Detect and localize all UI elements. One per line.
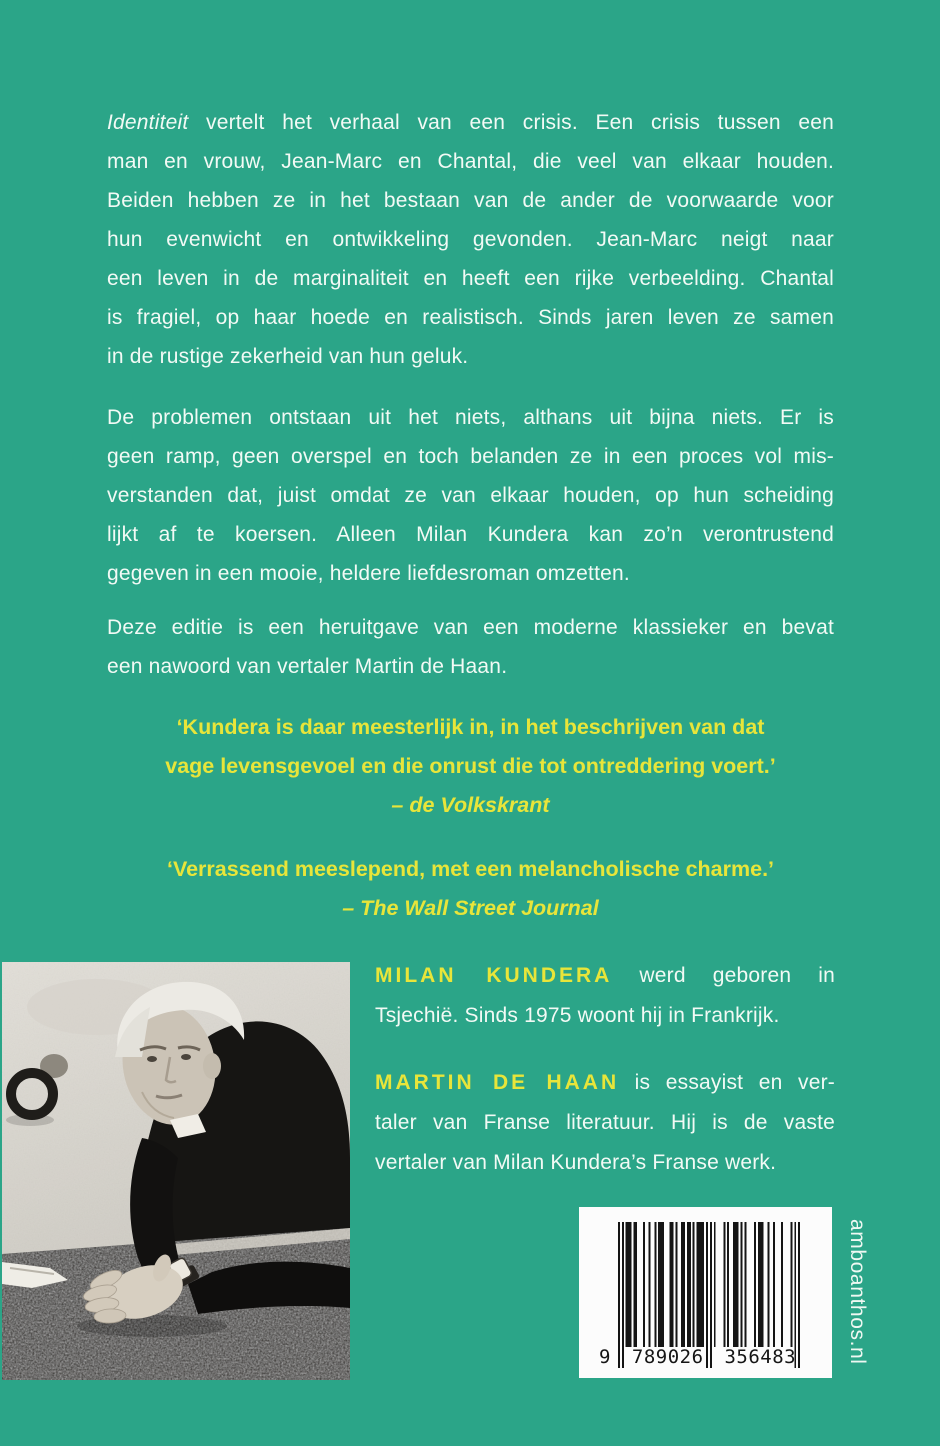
blurb-text-segment: Identiteit (107, 111, 189, 134)
blurb-line: in de rustige zekerheid van hun geluk. (107, 345, 469, 368)
barcode-bar (675, 1222, 677, 1347)
barcode-bar (649, 1222, 651, 1347)
barcode-digits: 9 789026 356483 (599, 1346, 797, 1368)
barcode-bar (758, 1222, 764, 1347)
blurb-line: verstanden dat, juist omdat ze van elkaar houden, op hun scheiding (107, 484, 834, 507)
blurb-line (107, 103, 834, 142)
barcode-bar (626, 1222, 632, 1347)
blurb-paragraph (107, 398, 834, 593)
barcode-bar (744, 1222, 746, 1347)
blurb-line: Deze editie is een heruitgave van een moderne klassieker en bevat (107, 616, 834, 639)
author-name: MILAN KUNDERA (375, 964, 613, 987)
quote-line: vage levensgevoel en die onrust die tot ontreddering voert.’ (165, 754, 776, 778)
blurb-text-segment: vertelt het verhaal van een crisis. Een crisis tussen een (188, 111, 834, 134)
quotes (107, 708, 834, 928)
quote-attribution: – The Wall Street Journal (342, 896, 599, 920)
bio-line: Tsjechië. Sinds 1975 woont hij in Frankrijk. (375, 1004, 780, 1027)
barcode-bar (781, 1222, 783, 1347)
barcode-bar (643, 1222, 645, 1347)
blurb (107, 103, 834, 686)
blurb-paragraph (107, 608, 834, 686)
barcode-bar (654, 1222, 656, 1347)
bio-line: taler van Franse literatuur. Hij is de vaste (375, 1111, 835, 1134)
bio-line: MARTIN DE HAAN is essayist en ver- (375, 1071, 835, 1094)
quote-attribution: – de Volkskrant (391, 793, 550, 817)
barcode-bar (727, 1222, 729, 1347)
barcode-bar (681, 1222, 685, 1347)
barcode-bar (733, 1222, 739, 1347)
blurb-line: gegeven in een mooie, heldere liefdesroman omzetten. (107, 562, 630, 585)
quote-line: ‘Kundera is daar meesterlijk in, in het beschrijven van dat (176, 715, 765, 739)
quote-line: ‘Verrassend meeslepend, met een melancholische charme.’ (166, 857, 775, 881)
barcode-bar (670, 1222, 674, 1347)
bio-line: MILAN KUNDERA werd geboren in (375, 964, 836, 987)
blurb-line: De problemen ontstaan uit het niets, althans uit bijna niets. Er is (107, 406, 834, 429)
author-name: MARTIN DE HAAN (375, 1071, 620, 1094)
barcode-bar (633, 1222, 637, 1347)
barcode-bar (693, 1222, 695, 1347)
bio-line: vertaler van Milan Kundera’s Franse werk. (375, 1151, 777, 1174)
blurb-line: is fragiel, op haar hoede en realistisch. Sinds jaren leven ze samen (107, 306, 834, 329)
blurb-line: een leven in de marginaliteit en heeft een rijke verbeelding. Chantal (107, 267, 834, 290)
blurb-line: Beiden hebben ze in het bestaan van de ander de voorwaarde voor (107, 189, 834, 212)
barcode-bar (773, 1222, 775, 1347)
press-quote (107, 708, 834, 825)
press-quote (107, 850, 834, 928)
blurb-line: lijkt af te koersen. Alleen Milan Kundera kan zo’n verontrustend (107, 523, 834, 546)
author-bios (375, 956, 835, 1210)
blurb-line: geen ramp, geen overspel en toch belanden ze in een proces vol mis- (107, 445, 834, 468)
author-photo (2, 962, 350, 1380)
barcode-bar (754, 1222, 756, 1347)
blurb-line: een nawoord van vertaler Martin de Haan. (107, 655, 508, 678)
publisher-url: amboanthos.nl (846, 1219, 869, 1365)
author-bio (375, 1063, 835, 1183)
blurb-line: hun evenwicht en ontwikkeling gevonden. Jean-Marc neigt naar (107, 228, 834, 251)
barcode-bar (767, 1222, 769, 1347)
barcode-bar (790, 1222, 792, 1347)
barcode-bar (741, 1222, 743, 1347)
barcode-bar (723, 1222, 725, 1347)
barcode-bar (687, 1222, 691, 1347)
barcode (579, 1207, 832, 1378)
barcode-bar (798, 1222, 800, 1368)
blurb-paragraph (107, 103, 834, 376)
blurb-line: man en vrouw, Jean-Marc en Chantal, die veel van elkaar houden. (107, 150, 834, 173)
author-bio (375, 956, 835, 1036)
barcode-bar (697, 1222, 705, 1347)
barcode-bar (714, 1222, 716, 1347)
barcode-bar (658, 1222, 664, 1347)
cover-text-flow (107, 103, 834, 928)
